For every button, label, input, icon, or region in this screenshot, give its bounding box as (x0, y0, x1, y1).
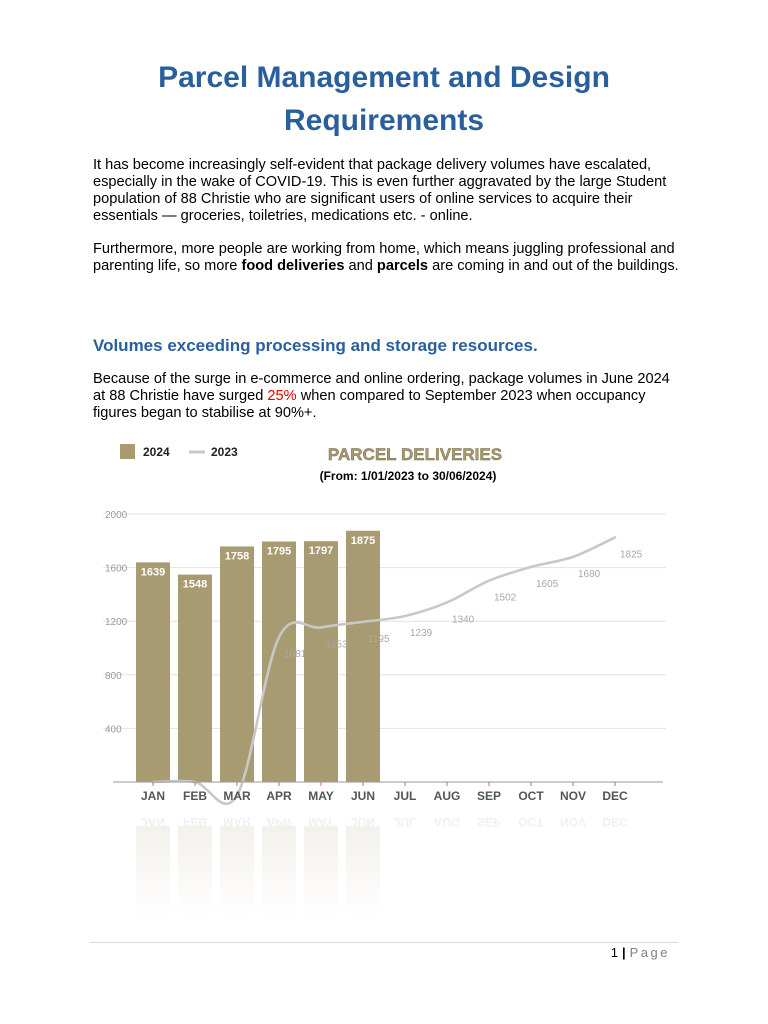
reflection-fade (93, 812, 678, 917)
y-tick-label-2000: 2000 (105, 510, 128, 521)
x-tick-label-feb: FEB (183, 789, 207, 803)
page-number: 1 (610, 945, 618, 960)
y-tick-label-1200: 1200 (105, 617, 128, 629)
bar-label-apr: 1795 (266, 545, 292, 558)
x-tick-label-may: MAY (308, 789, 334, 803)
parcel-deliveries-chart (93, 432, 678, 917)
bar-feb (178, 575, 212, 782)
para3-text-c: when compared to September 2023 when occupancy figures began to stabilise at 90%+. (93, 388, 646, 421)
intro-paragraph: It has become increasingly self-evident that package delivery volumes have escalated, especially in the wake of COVID-19. This is even further aggravated by the large Student population of 88 Christie who are significant users of online services to acquire their essentials — groceries, toiletries, medications etc. - online. (93, 157, 667, 224)
para2-text-e: are coming in and out of the buildings. (428, 258, 679, 274)
bar-mar (220, 546, 254, 782)
bar-label-jun: 1875 (350, 534, 376, 547)
chart-subtitle: (From: 1/01/2023 to 30/06/2024) (319, 469, 497, 483)
x-tick-label-jan: JAN (140, 789, 166, 803)
chart-title: PARCEL DELIVERIES (327, 445, 503, 464)
y-tick-label-400: 400 (105, 724, 122, 736)
x-tick-label-aug: AUG (433, 789, 461, 803)
title-line-2: Requirements (283, 104, 485, 137)
page-label: Page (629, 945, 670, 960)
legend-label-2023: 2023 (211, 445, 238, 459)
line-label-jul: 1239 (410, 627, 433, 639)
y-tick-label-1600: 1600 (105, 563, 128, 575)
bar-label-feb: 1548 (182, 578, 208, 591)
bar-jan (136, 562, 170, 782)
x-tick-label-mar: MAR (223, 789, 251, 803)
volumes-paragraph (93, 371, 683, 422)
x-tick-label-sep: SEP (476, 789, 502, 803)
x-tick-label-apr: APR (266, 789, 292, 803)
line-label-apr: 1081 (284, 649, 307, 661)
bar-apr (262, 541, 296, 782)
line-label-nov: 1680 (578, 568, 601, 580)
bar-label-mar: 1758 (224, 550, 250, 563)
bar-may (304, 541, 338, 782)
legend-label-2024: 2024 (143, 445, 170, 459)
para2-text-c: and (344, 258, 377, 274)
context-paragraph (93, 241, 683, 275)
para2-text-a: Furthermore, more people are working from home, which means juggling professional and parenting life, so more (93, 241, 675, 274)
line-label-oct: 1605 (536, 578, 559, 590)
x-tick-label-jul: JUL (393, 789, 417, 803)
para3-text-a: Because of the surge in e-commerce and online ordering, package volumes in June 2024 at 88 Christie have surged (93, 371, 670, 404)
footer-separator: | (621, 945, 626, 960)
surge-percentage: 25% (267, 388, 297, 404)
parcels-bold: parcels (376, 258, 429, 274)
line-label-may: 1153 (326, 639, 348, 651)
x-tick-label-dec: DEC (602, 789, 628, 803)
footer-divider (90, 942, 678, 943)
bar-label-may: 1797 (308, 545, 334, 558)
bar-label-jan: 1639 (140, 566, 166, 579)
title-line-1: Parcel Management and Design (158, 61, 610, 94)
page-title (0, 56, 768, 142)
bar-jun (346, 531, 380, 782)
y-tick-label-800: 800 (105, 670, 122, 682)
line-label-sep: 1502 (494, 592, 517, 604)
line-label-dec: 1825 (620, 549, 643, 561)
food-deliveries-bold: food deliveries (241, 258, 345, 274)
x-tick-label-oct: OCT (518, 789, 544, 803)
line-label-aug: 1340 (452, 614, 475, 626)
legend-swatch-2024 (120, 444, 135, 459)
x-tick-label-jun: JUN (350, 789, 376, 803)
page-footer (611, 945, 670, 960)
section-heading: Volumes exceeding processing and storage resources. (93, 336, 538, 355)
x-tick-label-nov: NOV (559, 789, 587, 803)
line-label-jun: 1195 (368, 633, 390, 645)
